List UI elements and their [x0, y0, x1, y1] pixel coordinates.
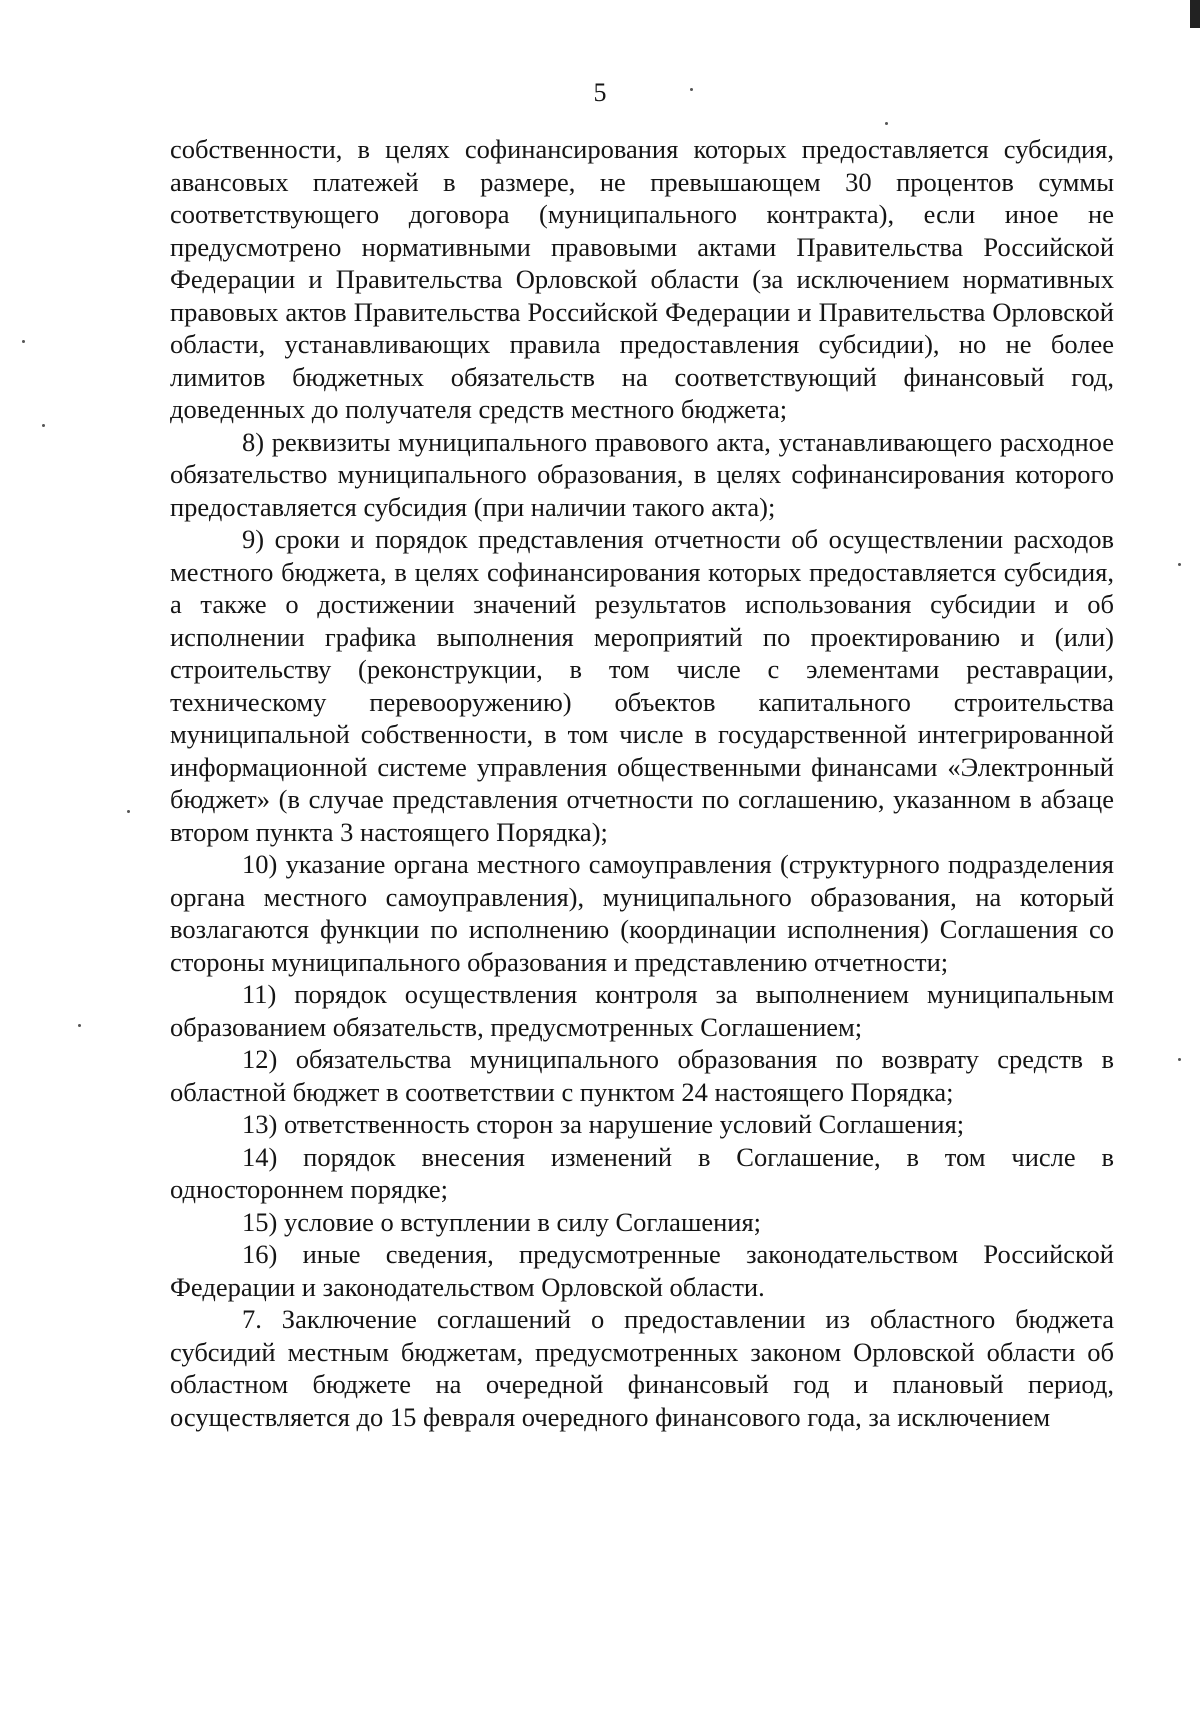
scan-speck	[1178, 563, 1181, 566]
paragraph-item-16: 16) иные сведения, предусмотренные законодательством Российской Федерации и законодательством Орловской области.	[170, 1239, 1114, 1302]
scan-speck	[885, 122, 888, 125]
scan-speck	[22, 340, 25, 343]
paragraph-item-13: 13) ответственность сторон за нарушение условий Соглашения;	[242, 1109, 965, 1139]
paragraph-item-9: 9) сроки и порядок представления отчетности об осуществлении расходов местного бюджета, в целях софинансирования которых предоставляется субсидия, а также о достижении значений результатов использования субсидии и об исполнении графика выполнения мероприятий по проектированию и (или) строительству (реконструкции, в том числе с элементами реставрации, техническому перевооружению) объектов капитального строительства муниципальной собственности, в том числе в государственной интегрированной информационной системе управления общественными финансами «Электронный бюджет» (в случае представления отчетности по соглашению, указанном в абзаце втором пункта 3 настоящего Порядка);	[170, 524, 1114, 847]
document-body	[170, 133, 1114, 1433]
page-number: 5	[593, 78, 607, 107]
paragraph-item-12: 12) обязательства муниципального образования по возврату средств в областной бюджет в соответствии с пунктом 24 настоящего Порядка;	[170, 1044, 1114, 1107]
paragraph-item-14: 14) порядок внесения изменений в Соглашение, в том числе в одностороннем порядке;	[170, 1141, 1114, 1204]
paragraph-item-11: 11) порядок осуществления контроля за выполнением муниципальным образованием обязательств, предусмотренных Соглашением;	[170, 979, 1114, 1042]
paragraph-item-10: 10) указание органа местного самоуправления (структурного подразделения органа местного самоуправления), муниципального образования, на который возлагаются функции по исполнению (координации исполнения) Соглашения со стороны муниципального образования и представлению отчетности;	[170, 849, 1114, 977]
paragraph-section-7: 7. Заключение соглашений о предоставлении из областного бюджета субсидий местным бюджетам, предусмотренных законом Орловской области об областном бюджете на очередной финансовый год и плановый период, осуществляется до 15 февраля очередного финансового года, за исключением	[170, 1304, 1114, 1432]
scan-speck	[690, 88, 693, 91]
scan-speck	[127, 810, 130, 813]
scan-speck	[1178, 1058, 1181, 1061]
paragraph-continuation: собственности, в целях софинансирования которых предоставляется субсидия, авансовых платежей в размере, не превышающем 30 процентов суммы соответствующего договора (муниципального контракта), если иное не предусмотрено нормативными правовыми актами Правительства Российской Федерации и Правительства Орловской области (за исключением нормативных правовых актов Правительства Российской Федерации и Правительства Орловской области, устанавливающих правила предоставления субсидии), но не более лимитов бюджетных обязательств на соответствующий финансовый год, доведенных до получателя средств местного бюджета;	[170, 134, 1114, 424]
scan-speck	[42, 424, 45, 427]
paragraph-item-8: 8) реквизиты муниципального правового акта, устанавливающего расходное обязательство муниципального образования, в целях софинансирования которого предоставляется субсидия (при наличии такого акта);	[170, 426, 1114, 522]
scan-edge-mark	[1190, 0, 1200, 28]
paragraph-item-15: 15) условие о вступлении в силу Соглашения;	[242, 1206, 762, 1237]
scan-speck	[78, 1024, 81, 1027]
